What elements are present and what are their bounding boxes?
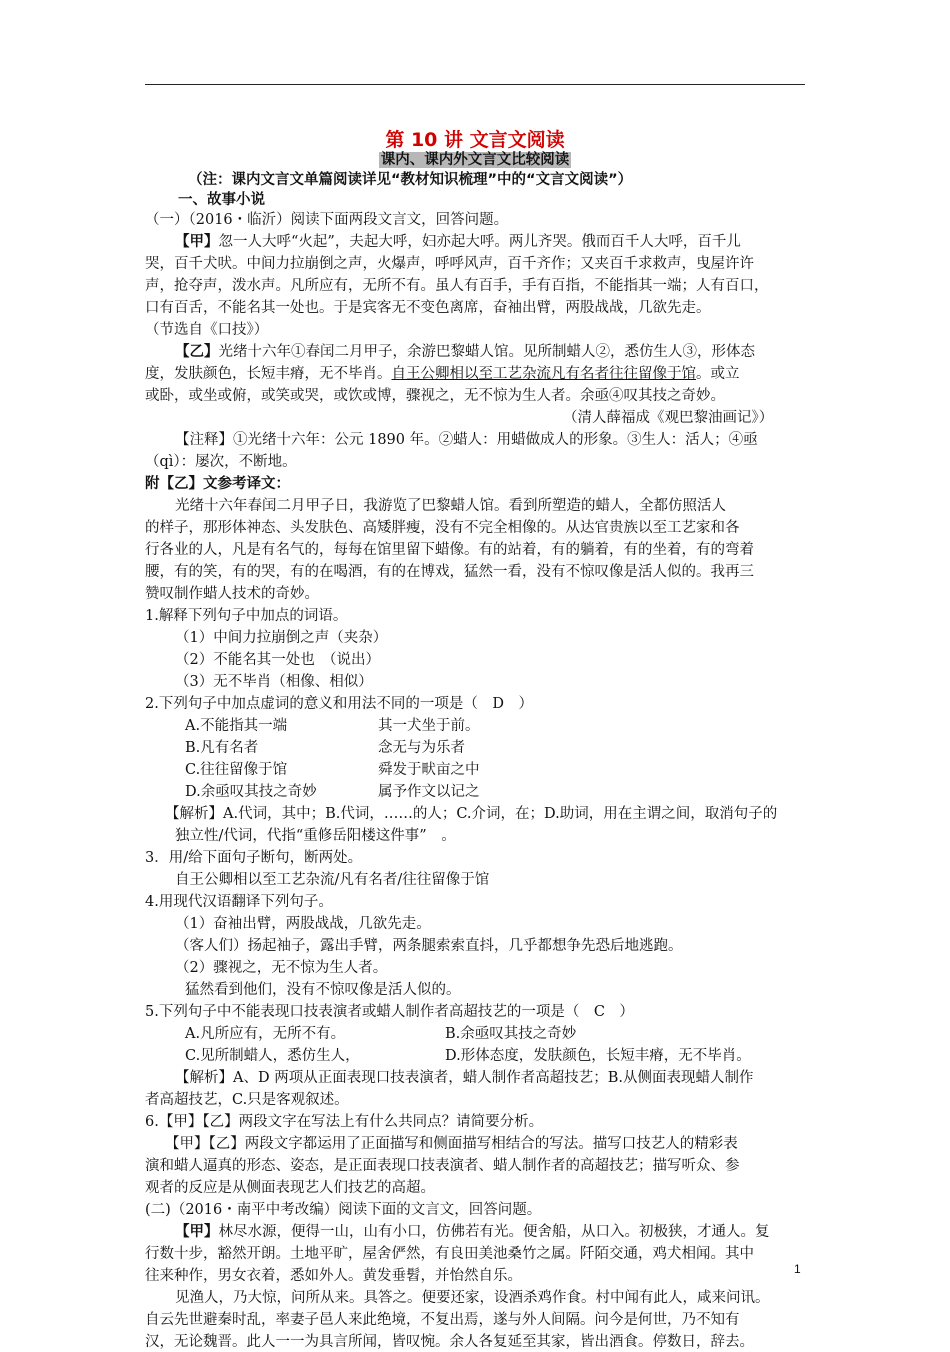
passage-2-intro: (二)（2016・南平中考改编）阅读下面的文言文，回答问题。 [145, 1202, 542, 1218]
passage-2-line-1 [175, 1222, 770, 1242]
annotation-line-2: （qì）：屡次，不断地。 [145, 454, 297, 470]
yi-line-2 [145, 364, 740, 384]
passage-2-line-3: 往来种作，男女衣着，悉如外人。黄发垂髫，并怡然自乐。 [145, 1268, 522, 1284]
jia-line-3: 声，抢夺声，泼水声。凡所应有，无所不有。虽人有百手，手有百指，不能指其一端；人有百口， [145, 278, 769, 294]
question-1-b: （2）不能名其一处也 （说出） [175, 652, 380, 668]
question-5: 5.下列句子中不能表现口技表演者或蜡人制作者高超技艺的一项是（ C ） [145, 1004, 634, 1020]
question-2-option-d: D.余亟叹其技之奇妙 [185, 784, 317, 800]
question-5-explanation-2: 者高超技艺，C.只是客观叙述。 [145, 1092, 349, 1108]
question-6-answer-1: 【甲】【乙】两段文字都运用了正面描写和侧面描写相结合的写法。描写口技艺人的精彩表 [165, 1136, 738, 1152]
jia-label: 【甲】 [175, 234, 219, 250]
passage-2-text-1: 林尽水源，便得一山，山有小口，仿佛若有光。便舍船，从口入。初极狭，才通人。复 [218, 1224, 770, 1240]
passage-2-line-4: 见渔人，乃大惊，问所从来。具答之。便要还家，设酒杀鸡作食。村中闻有此人，咸来问讯。 [175, 1290, 770, 1306]
yi-source: （清人薛福成《观巴黎油画记》） [563, 410, 774, 426]
question-5-explanation-1: 【解析】A、D 两项从正面表现口技表演者，蜡人制作者高超技艺；B.从侧面表现蜡人制作 [175, 1070, 754, 1086]
question-4-answer-1: （客人们）扬起袖子，露出手臂，两条腿索索直抖，几乎都想争先恐后地逃跑。 [175, 938, 683, 954]
question-5-option-a: A.凡所应有，无所不有。 [185, 1026, 346, 1042]
question-2-option-a-pair: 其一犬坐于前。 [378, 718, 480, 734]
question-4: 4.用现代汉语翻译下列句子。 [145, 894, 333, 910]
note-line: （注：课内文言文单篇阅读详见“教材知识梳理”中的“文言文阅读”） [188, 172, 633, 188]
yi-label: 【乙】 [175, 344, 219, 360]
question-2-option-c-pair: 舜发于畎亩之中 [378, 762, 480, 778]
question-6-answer-2: 演和蜡人逼真的形态、姿态，是正面表现口技表演者、蜡人制作者的高超技艺；描写听众、参 [145, 1158, 740, 1174]
question-1-c: （3）无不毕肖（相像、相似） [175, 674, 373, 690]
section-heading: 一、故事小说 [178, 192, 265, 208]
yi-text-1: 光绪十六年①春闰二月甲子，余游巴黎蜡人馆。见所制蜡人②，悉仿生人③，形体态 [218, 344, 755, 360]
yi-line-1 [175, 342, 755, 362]
question-1-a: （1）中间力拉崩倒之声（夹杂） [175, 630, 388, 646]
question-3-answer: 自王公卿相以至工艺杂流/凡有名者/往往留像于馆 [175, 872, 490, 888]
question-6: 6.【甲】【乙】两段文字在写法上有什么共同点？请简要分析。 [145, 1114, 544, 1130]
question-4-item-1: （1）奋袖出臂，两股战战，几欲先走。 [175, 916, 431, 932]
translation-line-4: 腰，有的笑，有的哭，有的在喝酒，有的在博戏，猛然一看，没有不惊叹像是活人似的。我再三 [145, 564, 754, 580]
passage-2-line-2: 行数十步，豁然开朗。土地平旷，屋舍俨然，有良田美池桑竹之属。阡陌交通，鸡犬相闻。其中 [145, 1246, 754, 1262]
passage-2-line-6: 汉，无论魏晋。此人一一为具言所闻，皆叹惋。余人各复延至其家，皆出酒食。停数日，辞去。 [145, 1334, 754, 1350]
question-2: 2.下列句子中加点虚词的意义和用法不同的一项是（ D ） [145, 696, 533, 712]
jia-source: （节选自《口技》） [145, 322, 269, 338]
passage-2-jia-label: 【甲】 [175, 1224, 219, 1240]
question-1: 1.解释下列句子中加点的词语。 [145, 608, 348, 624]
jia-text-1: 忽一人大呼“火起”，夫起大呼，妇亦起大呼。两儿齐哭。俄而百千人大呼，百千儿 [218, 234, 741, 250]
subtitle-text: 课内、课内外文言文比较阅读 [380, 152, 570, 168]
question-5-option-d: D.形体态度，发肤颜色，长短丰瘠，无不毕肖。 [445, 1048, 751, 1064]
yi-line-3: 或卧，或坐或俯，或笑或哭，或饮或博，骤视之，无不惊为生人者。余亟④叹其技之奇妙。 [145, 388, 725, 404]
translation-line-3: 行各业的人，凡是有名气的，每每在馆里留下蜡像。有的站着，有的躺着，有的坐着，有的弯着 [145, 542, 754, 558]
jia-line-4: 口有百舌，不能名其一处也。于是宾客无不变色离席，奋袖出臂，两股战战，几欲先走。 [145, 300, 711, 316]
header-rule [145, 84, 805, 85]
yi-text-2b: 。或立 [696, 366, 740, 382]
translation-line-1: 光绪十六年春闰二月甲子日，我游览了巴黎蜡人馆。看到所塑造的蜡人，全都仿照活人 [175, 498, 726, 514]
yi-text-2a: 度，发肤颜色，长短丰瘠，无不毕肖。 [145, 366, 392, 382]
question-2-option-b: B.凡有名者 [185, 740, 259, 756]
translation-line-2: 的样子，那形体神态、头发肤色、高矮胖瘦，没有不完全相像的。从达官贵族以至工艺家和各 [145, 520, 740, 536]
translation-heading: 附【乙】文参考译文： [145, 476, 290, 492]
question-3: 3．用/给下面句子断句，断两处。 [145, 850, 363, 866]
jia-line-2: 哭，百千犬吠。中间力拉崩倒之声，火爆声，呼呼风声，百千齐作；又夹百千求救声，曳屋许许 [145, 256, 754, 272]
question-5-option-c: C.见所制蜡人，悉仿生人， [185, 1048, 360, 1064]
page-subtitle [0, 150, 950, 170]
question-2-option-a: A.不能指其一端 [185, 718, 288, 734]
page-title: 第 10 讲 文言文阅读 [385, 129, 565, 151]
question-2-explanation-1: 【解析】A.代词，其中；B.代词，……的人；C.介词，在；D.助词，用在主谓之间，取消句子的 [165, 806, 778, 822]
question-6-answer-3: 观者的反应是从侧面表现艺人们技艺的高超。 [145, 1180, 435, 1196]
question-4-answer-2: 猛然看到他们，没有不惊叹像是活人似的。 [185, 982, 461, 998]
q1-intro: （一）（2016・临沂）阅读下面两段文言文，回答问题。 [145, 212, 509, 228]
passage-2-line-5: 自云先世避秦时乱，率妻子邑人来此绝境，不复出焉，遂与外人间隔。问今是何世，乃不知有 [145, 1312, 740, 1328]
question-2-option-b-pair: 念无与为乐者 [378, 740, 465, 756]
question-2-option-d-pair: 属予作文以记之 [378, 784, 480, 800]
annotation-line-1: 【注释】①光绪十六年：公元 1890 年。②蜡人：用蜡做成人的形象。③生人：活人；④亟 [175, 432, 758, 448]
yi-underlined-sentence: 自王公卿相以至工艺杂流凡有名者往往留像于馆 [391, 366, 696, 382]
translation-line-5: 赞叹制作蜡人技术的奇妙。 [145, 586, 319, 602]
question-5-option-b: B.余亟叹其技之奇妙 [445, 1026, 577, 1042]
jia-line-1 [175, 232, 741, 252]
question-4-item-2: （2）骤视之，无不惊为生人者。 [175, 960, 388, 976]
question-2-explanation-2: 独立性/代词，代指“重修岳阳楼这件事” 。 [175, 828, 456, 844]
page-number: 1 [794, 1262, 801, 1276]
question-2-option-c: C.往往留像于馆 [185, 762, 288, 778]
